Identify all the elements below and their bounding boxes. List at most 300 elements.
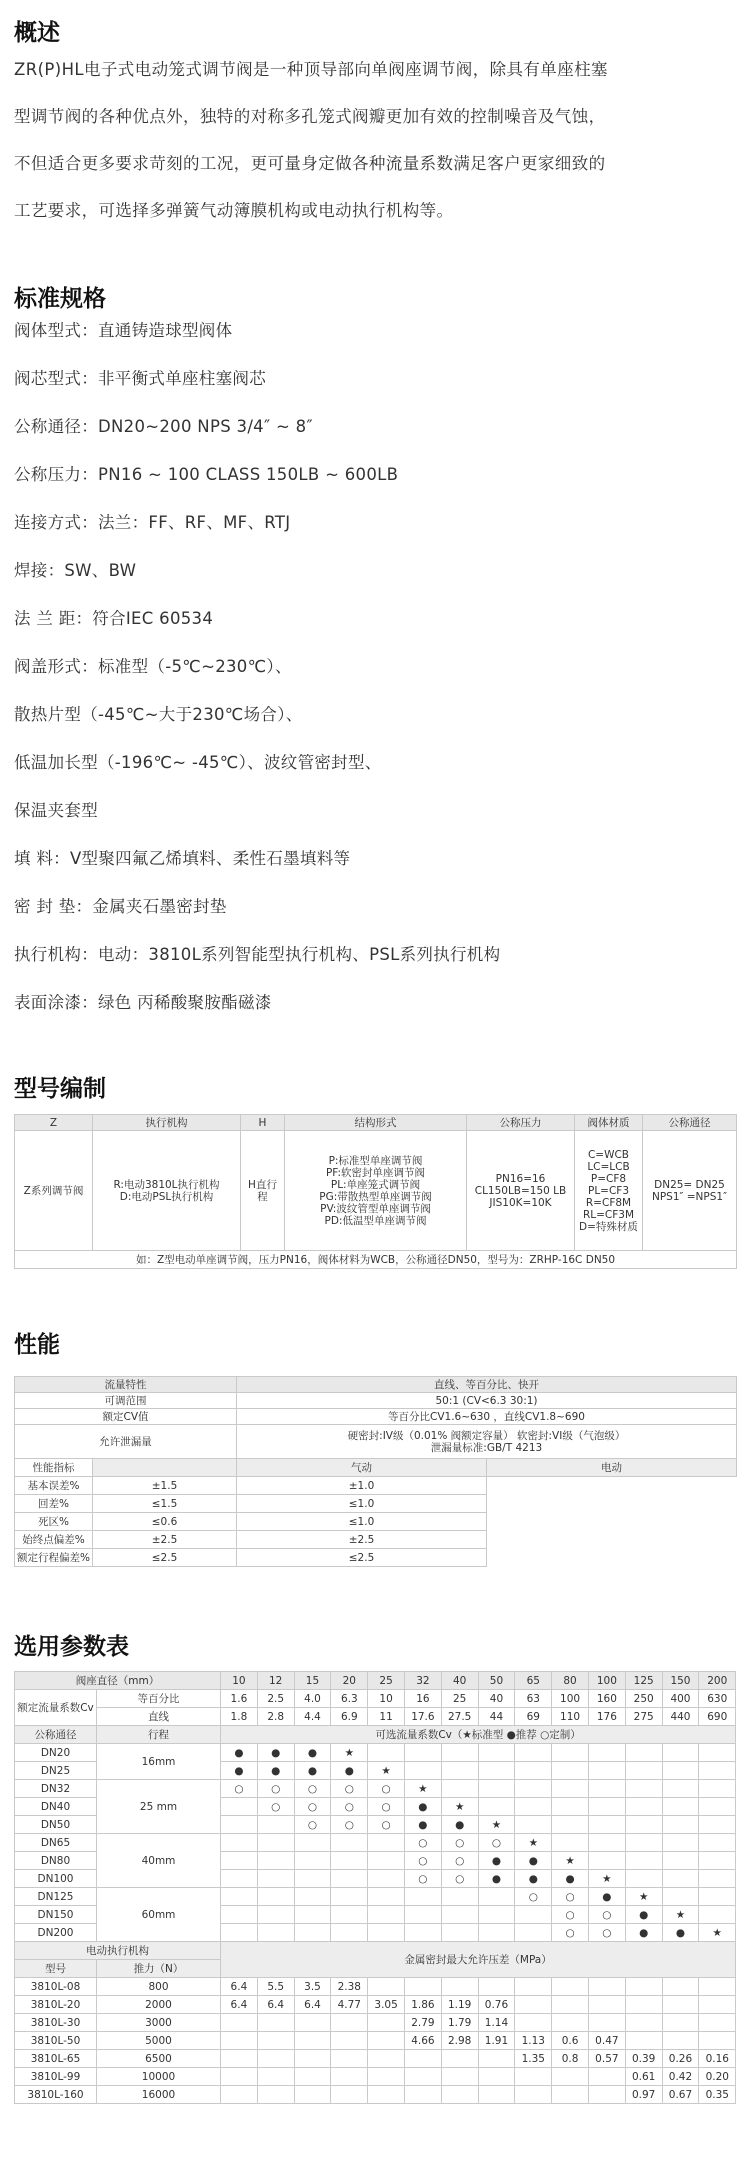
sel-mark	[257, 1870, 294, 1888]
sel-actuator-thrust: 800	[97, 1978, 221, 1996]
sel-mark: ●	[625, 1906, 662, 1924]
sel-pressure-value: 3.5	[294, 1978, 331, 1996]
sel-mark	[699, 1744, 736, 1762]
model-header: Z	[15, 1115, 93, 1131]
sel-mark	[404, 1744, 441, 1762]
sel-mark: ●	[221, 1762, 258, 1780]
sel-mark: ●	[257, 1744, 294, 1762]
sel-mark: ○	[368, 1780, 405, 1798]
sel-mark	[221, 1816, 258, 1834]
sel-mark	[368, 1852, 405, 1870]
spec-item: 公称压力：PN16 ~ 100 CLASS 150LB ~ 600LB	[14, 465, 399, 484]
sel-pressure-value: 0.47	[588, 2032, 625, 2050]
sel-mark	[662, 1834, 699, 1852]
sel-pressure-value: 1.79	[441, 2014, 478, 2032]
sel-mark	[221, 1798, 258, 1816]
sel-mark: ○	[441, 1852, 478, 1870]
sel-mark	[404, 1762, 441, 1780]
sel-mark	[441, 1888, 478, 1906]
sel-cv-eq: 100	[552, 1690, 589, 1708]
sel-diameter: 65	[515, 1672, 552, 1690]
sel-pressure-value	[368, 2050, 405, 2068]
sel-mark	[625, 1816, 662, 1834]
sel-pressure-value: 6.4	[221, 1978, 258, 1996]
sel-actuator-thrust: 16000	[97, 2086, 221, 2104]
sel-pressure-value: 0.6	[552, 2032, 589, 2050]
sel-mark	[662, 1744, 699, 1762]
sel-cv-lin: 27.5	[441, 1708, 478, 1726]
sel-pressure-value	[404, 1978, 441, 1996]
sel-mark: ●	[662, 1924, 699, 1942]
sel-stroke: 16mm	[97, 1744, 221, 1780]
sel-pressure-value	[625, 2032, 662, 2050]
sel-actuator-thrust: 6500	[97, 2050, 221, 2068]
sel-mark: ○	[294, 1798, 331, 1816]
sel-mark	[257, 1834, 294, 1852]
perf-metric-pneumatic: ±1.5	[93, 1477, 237, 1495]
model-cell: Z系列调节阀	[15, 1131, 93, 1251]
sel-diameter: 12	[257, 1672, 294, 1690]
sel-mark	[662, 1780, 699, 1798]
sel-diameter: 32	[404, 1672, 441, 1690]
sel-mark: ★	[515, 1834, 552, 1852]
sel-mark: ○	[331, 1780, 368, 1798]
sel-pressure-value	[294, 2014, 331, 2032]
sel-pressure-value: 0.35	[699, 2086, 736, 2104]
spec-item: 执行机构：电动：3810L系列智能型执行机构、PSL系列执行机构	[14, 945, 501, 964]
sel-stroke-label: 行程	[97, 1726, 221, 1744]
sel-pressure-value: 4.66	[404, 2032, 441, 2050]
perf-metric-pneumatic: ≤1.5	[93, 1495, 237, 1513]
sel-mark	[662, 1852, 699, 1870]
sel-actuator-thrust: 10000	[97, 2068, 221, 2086]
sel-pressure-value	[441, 2086, 478, 2104]
sel-mark: ●	[294, 1744, 331, 1762]
sel-mark	[625, 1744, 662, 1762]
sel-pressure-value: 6.4	[221, 1996, 258, 2014]
sel-pressure-value	[257, 2014, 294, 2032]
sel-mark	[552, 1834, 589, 1852]
sel-mark: ○	[588, 1924, 625, 1942]
spec-item: 表面涂漆：绿色 丙稀酸聚胺酯磁漆	[14, 993, 272, 1012]
model-cell: R:电动3810L执行机构 D:电动PSL执行机构	[93, 1131, 241, 1251]
sel-pressure-value: 6.4	[294, 1996, 331, 2014]
sel-cv-eq: 25	[441, 1690, 478, 1708]
sel-mark: ★	[478, 1816, 515, 1834]
sel-mark	[662, 1870, 699, 1888]
sel-pressure-value: 1.86	[404, 1996, 441, 2014]
selection-title: 选用参数表	[14, 1634, 129, 1660]
sel-actuator-model: 3810L-20	[15, 1996, 97, 2014]
standard-list	[14, 316, 736, 1036]
sel-actuator-thrust: 3000	[97, 2014, 221, 2032]
sel-mark	[699, 1870, 736, 1888]
sel-pressure-value: 0.76	[478, 1996, 515, 2014]
sel-mark: ★	[441, 1798, 478, 1816]
sel-pressure-value: 2.98	[441, 2032, 478, 2050]
sel-mark	[588, 1798, 625, 1816]
sel-mark: ○	[552, 1906, 589, 1924]
sel-mark	[294, 1852, 331, 1870]
spec-item: 连接方式：法兰：FF、RF、MF、RTJ	[14, 513, 291, 532]
sel-mark	[221, 1906, 258, 1924]
sel-mark	[699, 1780, 736, 1798]
sel-mark	[699, 1834, 736, 1852]
sel-pressure-value: 0.57	[588, 2050, 625, 2068]
sel-pressure-value	[404, 2050, 441, 2068]
sel-diameter: 150	[662, 1672, 699, 1690]
sel-mark: ●	[257, 1762, 294, 1780]
sel-pressure-value: 4.77	[331, 1996, 368, 2014]
standard-title: 标准规格	[14, 286, 106, 312]
sel-pressure-value	[662, 1978, 699, 1996]
sel-cv-eq: 1.6	[221, 1690, 258, 1708]
sel-mark	[699, 1816, 736, 1834]
sel-cv-lin-label: 直线	[97, 1708, 221, 1726]
perf-group-label: 性能指标	[15, 1459, 93, 1477]
perf-blank	[93, 1459, 237, 1477]
sel-pressure-value	[221, 2050, 258, 2068]
sel-mark	[368, 1834, 405, 1852]
sel-mark	[368, 1924, 405, 1942]
sel-mark	[515, 1906, 552, 1924]
sel-mark	[515, 1816, 552, 1834]
sel-actuator-model: 3810L-160	[15, 2086, 97, 2104]
sel-diameter: 40	[441, 1672, 478, 1690]
sel-actuator-model: 3810L-65	[15, 2050, 97, 2068]
sel-dn: DN80	[15, 1852, 97, 1870]
sel-mark	[625, 1834, 662, 1852]
sel-pressure-value	[368, 2068, 405, 2086]
model-header: 公称压力	[467, 1115, 575, 1131]
sel-mark	[552, 1816, 589, 1834]
sel-mark: ○	[368, 1816, 405, 1834]
sel-mark	[441, 1924, 478, 1942]
spec-item: 密 封 垫：金属夹石墨密封垫	[14, 897, 227, 916]
sel-cv-lin: 110	[552, 1708, 589, 1726]
model-header: 结构形式	[285, 1115, 467, 1131]
sel-mark	[331, 1888, 368, 1906]
sel-mark: ○	[331, 1816, 368, 1834]
overview-line: ZR(P)HL电子式电动笼式调节阀是一种顶导部向单阀座调节阀，除具有单座柱塞	[14, 60, 608, 79]
sel-diameter: 125	[625, 1672, 662, 1690]
perf-col-electric: 电动	[487, 1459, 737, 1477]
sel-mark: ★	[699, 1924, 736, 1942]
sel-mark	[662, 1798, 699, 1816]
perf-row-value: 50:1 (CV<6.3 30:1)	[237, 1393, 737, 1409]
sel-mark: ●	[515, 1852, 552, 1870]
perf-metric-name: 额定行程偏差%	[15, 1549, 93, 1567]
sel-diameter-label: 阀座直径（mm）	[15, 1672, 221, 1690]
sel-mark	[625, 1852, 662, 1870]
sel-pressure-value	[331, 2050, 368, 2068]
sel-cv-lin: 2.8	[257, 1708, 294, 1726]
sel-mark	[478, 1780, 515, 1798]
sel-pressure-value	[662, 2032, 699, 2050]
sel-pressure-value	[331, 2032, 368, 2050]
sel-mark: ★	[368, 1762, 405, 1780]
sel-cv-lin: 690	[699, 1708, 736, 1726]
sel-mark	[221, 1888, 258, 1906]
sel-pressure-value: 0.26	[662, 2050, 699, 2068]
perf-col-pneumatic: 气动	[237, 1459, 487, 1477]
sel-pressure-value	[331, 2086, 368, 2104]
sel-mark	[368, 1888, 405, 1906]
sel-mark: ○	[257, 1780, 294, 1798]
spec-item: 保温夹套型	[14, 801, 98, 820]
sel-mark	[331, 1834, 368, 1852]
sel-cv-lin: 44	[478, 1708, 515, 1726]
sel-pressure-value	[552, 2014, 589, 2032]
performance-title: 性能	[14, 1332, 60, 1358]
sel-pressure-value	[404, 2086, 441, 2104]
sel-pressure-value	[404, 2068, 441, 2086]
sel-pressure-value	[221, 2014, 258, 2032]
sel-mark: ○	[441, 1870, 478, 1888]
sel-cv-lin: 69	[515, 1708, 552, 1726]
spec-item: 公称通径：DN20~200 NPS 3/4″ ~ 8″	[14, 417, 313, 436]
perf-metric-electric: ±2.5	[237, 1531, 487, 1549]
sel-pressure-value	[257, 2032, 294, 2050]
sel-mark	[441, 1762, 478, 1780]
sel-pressure-value	[625, 1978, 662, 1996]
sel-mark	[625, 1780, 662, 1798]
sel-pressure-value	[588, 1996, 625, 2014]
sel-diameter: 200	[699, 1672, 736, 1690]
sel-cv-lin: 4.4	[294, 1708, 331, 1726]
sel-pressure-value	[588, 2086, 625, 2104]
overview-text	[14, 46, 736, 234]
sel-dn: DN32	[15, 1780, 97, 1798]
sel-mark	[404, 1906, 441, 1924]
sel-pressure-value	[368, 2086, 405, 2104]
sel-actuator-model: 3810L-50	[15, 2032, 97, 2050]
perf-metric-pneumatic: ≤2.5	[93, 1549, 237, 1567]
sel-cv-eq: 6.3	[331, 1690, 368, 1708]
sel-mark: ★	[625, 1888, 662, 1906]
sel-mark	[221, 1834, 258, 1852]
sel-cv-lin: 17.6	[404, 1708, 441, 1726]
sel-pressure-value	[441, 1978, 478, 1996]
sel-pressure-value: 0.61	[625, 2068, 662, 2086]
model-header: 公称通径	[643, 1115, 737, 1131]
sel-pressure-value: 0.42	[662, 2068, 699, 2086]
sel-mark	[331, 1906, 368, 1924]
spec-item: 法 兰 距：符合IEC 60534	[14, 609, 214, 628]
sel-mark: ●	[478, 1852, 515, 1870]
sel-pressure-value	[588, 1978, 625, 1996]
sel-mark	[441, 1744, 478, 1762]
sel-pressure-value: 0.8	[552, 2050, 589, 2068]
sel-mark	[625, 1762, 662, 1780]
sel-mark: ○	[478, 1834, 515, 1852]
sel-mark: ●	[404, 1798, 441, 1816]
sel-mark	[478, 1762, 515, 1780]
perf-metric-name: 回差%	[15, 1495, 93, 1513]
perf-row-label: 额定CV值	[15, 1409, 237, 1425]
sel-pressure-value	[257, 2068, 294, 2086]
model-cell: H直行程	[241, 1131, 285, 1251]
sel-pressure-value	[515, 1978, 552, 1996]
sel-dn: DN65	[15, 1834, 97, 1852]
sel-mark	[368, 1870, 405, 1888]
model-title: 型号编制	[14, 1076, 106, 1102]
sel-pressure-value	[294, 2086, 331, 2104]
sel-cv-lin: 275	[625, 1708, 662, 1726]
sel-cv-eq: 4.0	[294, 1690, 331, 1708]
sel-model-label: 型号	[15, 1960, 97, 1978]
sel-mark	[588, 1852, 625, 1870]
sel-cv-eq: 40	[478, 1690, 515, 1708]
sel-mark	[368, 1906, 405, 1924]
sel-pressure-value: 1.35	[515, 2050, 552, 2068]
selection-table	[14, 1671, 736, 2104]
sel-actuator-thrust: 5000	[97, 2032, 221, 2050]
sel-mark: ●	[331, 1762, 368, 1780]
sel-pressure-value	[625, 2014, 662, 2032]
sel-mark: ★	[404, 1780, 441, 1798]
sel-pressure-value: 1.14	[478, 2014, 515, 2032]
sel-pressure-value	[221, 2068, 258, 2086]
sel-mark	[699, 1906, 736, 1924]
sel-mark	[331, 1852, 368, 1870]
perf-metric-pneumatic: ≤0.6	[93, 1513, 237, 1531]
sel-diameter: 15	[294, 1672, 331, 1690]
sel-mark	[294, 1888, 331, 1906]
sel-pressure-value	[515, 1996, 552, 2014]
sel-pressure-value: 0.20	[699, 2068, 736, 2086]
sel-mark	[552, 1780, 589, 1798]
sel-diameter: 80	[552, 1672, 589, 1690]
perf-metric-electric: ≤2.5	[237, 1549, 487, 1567]
model-cell: C=WCB LC=LCB P=CF8 PL=CF3 R=CF8M RL=CF3M D=特殊材质	[575, 1131, 643, 1251]
spec-item: 阀芯型式：非平衡式单座柱塞阀芯	[14, 369, 266, 388]
sel-pressure-value	[515, 2068, 552, 2086]
sel-pressure-value	[552, 2068, 589, 2086]
sel-pressure-value	[294, 2032, 331, 2050]
sel-mark	[662, 1816, 699, 1834]
sel-mark	[699, 1888, 736, 1906]
perf-metric-name: 基本误差%	[15, 1477, 93, 1495]
sel-actuator-thrust: 2000	[97, 1996, 221, 2014]
model-cell: PN16=16 CL150LB=150 LB JIS10K=10K	[467, 1131, 575, 1251]
sel-pressure-value	[552, 1978, 589, 1996]
sel-pressure-value	[699, 2014, 736, 2032]
sel-mark: ○	[331, 1798, 368, 1816]
sel-pressure-value	[662, 2014, 699, 2032]
sel-mark	[257, 1906, 294, 1924]
sel-pressure-value	[294, 2068, 331, 2086]
sel-mark: ●	[478, 1870, 515, 1888]
model-header: 阀体材质	[575, 1115, 643, 1131]
sel-mark	[515, 1762, 552, 1780]
spec-item: 阀体型式：直通铸造球型阀体	[14, 321, 233, 340]
sel-mark	[221, 1870, 258, 1888]
sel-mark	[294, 1906, 331, 1924]
sel-mark	[699, 1762, 736, 1780]
sel-mark: ○	[404, 1852, 441, 1870]
sel-mark	[221, 1852, 258, 1870]
perf-metric-name: 始终点偏差%	[15, 1531, 93, 1549]
sel-stroke: 40mm	[97, 1834, 221, 1888]
perf-header-value: 直线、等百分比、快开	[237, 1377, 737, 1393]
perf-row-label: 可调范围	[15, 1393, 237, 1409]
sel-pressure-value	[331, 2014, 368, 2032]
sel-mark: ○	[404, 1870, 441, 1888]
sel-pressure-value	[552, 1996, 589, 2014]
sel-mark	[478, 1888, 515, 1906]
sel-actuator-label: 电动执行机构	[15, 1942, 221, 1960]
sel-mark	[257, 1888, 294, 1906]
sel-dn: DN100	[15, 1870, 97, 1888]
model-table	[14, 1114, 737, 1269]
sel-mark	[478, 1924, 515, 1942]
sel-pressure-value	[368, 2032, 405, 2050]
sel-diameter: 10	[221, 1672, 258, 1690]
sel-pressure-value	[221, 2032, 258, 2050]
spec-item: 散热片型（-45℃~大于230℃场合）、	[14, 705, 303, 724]
sel-pressure-value: 0.97	[625, 2086, 662, 2104]
sel-mark	[515, 1924, 552, 1942]
overview-line: 型调节阀的各种优点外，独特的对称多孔笼式阀瓣更加有效的控制噪音及气蚀，	[14, 107, 606, 126]
sel-mark: ●	[294, 1762, 331, 1780]
perf-metric-pneumatic: ±2.5	[93, 1531, 237, 1549]
sel-dn: DN20	[15, 1744, 97, 1762]
sel-cv-lin: 440	[662, 1708, 699, 1726]
spec-item: 低温加长型（-196℃~ -45℃）、波纹管密封型、	[14, 753, 382, 772]
sel-pressure-value	[699, 1996, 736, 2014]
sel-cv-eq-label: 等百分比	[97, 1690, 221, 1708]
sel-pressure-value	[441, 2050, 478, 2068]
model-cell: DN25= DN25 NPS1″ =NPS1″	[643, 1131, 737, 1251]
sel-mark	[662, 1888, 699, 1906]
sel-mark	[552, 1798, 589, 1816]
model-example: 如：Z型电动单座调节阀，压力PN16，阀体材料为WCB，公称通径DN50，型号为：ZRHP-16C DN50	[15, 1251, 737, 1269]
sel-mark: ○	[552, 1924, 589, 1942]
perf-row-value: 等百分比CV1.6~630 ，直线CV1.8~690	[237, 1409, 737, 1425]
sel-pressure-value	[625, 1996, 662, 2014]
sel-actuator-model: 3810L-99	[15, 2068, 97, 2086]
sel-mark	[441, 1780, 478, 1798]
sel-dn: DN40	[15, 1798, 97, 1816]
sel-actuator-model: 3810L-08	[15, 1978, 97, 1996]
sel-mark: ★	[588, 1870, 625, 1888]
sel-pressure-value: 1.13	[515, 2032, 552, 2050]
sel-pressure-value	[368, 1978, 405, 1996]
sel-cv-eq: 160	[588, 1690, 625, 1708]
sel-mark	[625, 1798, 662, 1816]
sel-dn: DN150	[15, 1906, 97, 1924]
sel-diameter: 50	[478, 1672, 515, 1690]
sel-pressure-value	[699, 1978, 736, 1996]
sel-cv-lin: 6.9	[331, 1708, 368, 1726]
sel-cv-eq: 63	[515, 1690, 552, 1708]
sel-mark: ●	[625, 1924, 662, 1942]
perf-metric-electric: ≤1.0	[237, 1513, 487, 1531]
sel-mark	[588, 1816, 625, 1834]
sel-cv-eq: 400	[662, 1690, 699, 1708]
perf-metric-name: 死区%	[15, 1513, 93, 1531]
overview-title: 概述	[14, 20, 60, 46]
sel-mark: ●	[404, 1816, 441, 1834]
sel-pressure-value	[441, 2068, 478, 2086]
sel-pressure-value	[662, 1996, 699, 2014]
sel-mark	[662, 1762, 699, 1780]
sel-pressure-value	[478, 1978, 515, 1996]
spec-item: 填 料：V型聚四氟乙烯填料、柔性石墨填料等	[14, 849, 351, 868]
sel-mark	[552, 1762, 589, 1780]
sel-actuator-model: 3810L-30	[15, 2014, 97, 2032]
